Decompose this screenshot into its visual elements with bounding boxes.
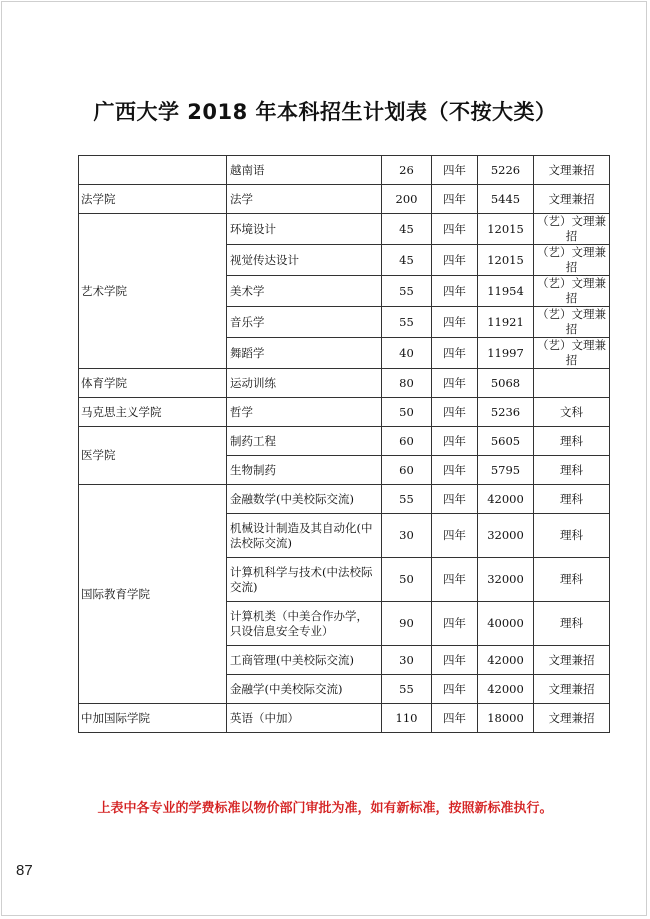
- subject-cell: 理科: [534, 602, 610, 646]
- college-cell: [79, 156, 227, 185]
- fee-cell: 11921: [478, 307, 534, 338]
- subject-cell: 理科: [534, 558, 610, 602]
- quota-cell: 60: [382, 456, 432, 485]
- subject-cell: （艺）文理兼招: [534, 214, 610, 245]
- table-row: [79, 369, 610, 398]
- table-row: [79, 156, 610, 185]
- major-cell: 美术学: [227, 276, 382, 307]
- duration-cell: 四年: [432, 185, 478, 214]
- major-cell: 法学: [227, 185, 382, 214]
- fee-standard-note: 上表中各专业的学费标准以物价部门审批为准，如有新标准，按照新标准执行。: [97, 801, 553, 816]
- fee-cell: 40000: [478, 602, 534, 646]
- college-cell: 马克思主义学院: [79, 398, 227, 427]
- table-row: [79, 185, 610, 214]
- fee-cell: 5236: [478, 398, 534, 427]
- quota-cell: 200: [382, 185, 432, 214]
- major-cell: 环境设计: [227, 214, 382, 245]
- fee-cell: 5445: [478, 185, 534, 214]
- major-cell: 越南语: [227, 156, 382, 185]
- subject-cell: 文理兼招: [534, 675, 610, 704]
- quota-cell: 55: [382, 485, 432, 514]
- duration-cell: 四年: [432, 456, 478, 485]
- major-cell: 计算机类（中美合作办学，只设信息安全专业）: [227, 602, 382, 646]
- major-cell: 机械设计制造及其自动化(中法校际交流): [227, 514, 382, 558]
- subject-cell: 理科: [534, 456, 610, 485]
- page-number: 87: [16, 862, 33, 879]
- fee-cell: 42000: [478, 675, 534, 704]
- quota-cell: 30: [382, 514, 432, 558]
- major-cell: 英语（中加）: [227, 704, 382, 733]
- table-row: [79, 704, 610, 733]
- major-cell: 计算机科学与技术(中法校际交流): [227, 558, 382, 602]
- duration-cell: 四年: [432, 398, 478, 427]
- fee-cell: 5795: [478, 456, 534, 485]
- subject-cell: （艺）文理兼招: [534, 276, 610, 307]
- major-cell: 工商管理(中美校际交流): [227, 646, 382, 675]
- table-row: [79, 214, 610, 245]
- duration-cell: 四年: [432, 514, 478, 558]
- quota-cell: 45: [382, 214, 432, 245]
- page-title: 广西大学 2018 年本科招生计划表（不按大类）: [93, 100, 557, 124]
- quota-cell: 26: [382, 156, 432, 185]
- duration-cell: 四年: [432, 307, 478, 338]
- college-cell: 艺术学院: [79, 214, 227, 369]
- table-row: [79, 427, 610, 456]
- subject-cell: 文理兼招: [534, 646, 610, 675]
- duration-cell: 四年: [432, 156, 478, 185]
- table-row: [79, 485, 610, 514]
- fee-cell: 42000: [478, 646, 534, 675]
- quota-cell: 50: [382, 398, 432, 427]
- major-cell: 音乐学: [227, 307, 382, 338]
- enrollment-plan-table: [78, 155, 610, 733]
- subject-cell: （艺）文理兼招: [534, 245, 610, 276]
- subject-cell: 理科: [534, 514, 610, 558]
- duration-cell: 四年: [432, 558, 478, 602]
- subject-cell: 文理兼招: [534, 156, 610, 185]
- major-cell: 运动训练: [227, 369, 382, 398]
- college-cell: 中加国际学院: [79, 704, 227, 733]
- fee-cell: 5605: [478, 427, 534, 456]
- subject-cell: 文理兼招: [534, 185, 610, 214]
- college-cell: 法学院: [79, 185, 227, 214]
- fee-cell: 11954: [478, 276, 534, 307]
- major-cell: 哲学: [227, 398, 382, 427]
- subject-cell: （艺）文理兼招: [534, 307, 610, 338]
- major-cell: 生物制药: [227, 456, 382, 485]
- major-cell: 金融数学(中美校际交流): [227, 485, 382, 514]
- fee-cell: 32000: [478, 514, 534, 558]
- college-cell: 医学院: [79, 427, 227, 485]
- college-cell: 国际教育学院: [79, 485, 227, 704]
- subject-cell: 文理兼招: [534, 704, 610, 733]
- subject-cell: [534, 369, 610, 398]
- subject-cell: （艺）文理兼招: [534, 338, 610, 369]
- major-cell: 制药工程: [227, 427, 382, 456]
- duration-cell: 四年: [432, 369, 478, 398]
- subject-cell: 理科: [534, 485, 610, 514]
- duration-cell: 四年: [432, 485, 478, 514]
- quota-cell: 110: [382, 704, 432, 733]
- duration-cell: 四年: [432, 704, 478, 733]
- quota-cell: 55: [382, 675, 432, 704]
- duration-cell: 四年: [432, 427, 478, 456]
- table-row: [79, 398, 610, 427]
- quota-cell: 45: [382, 245, 432, 276]
- fee-cell: 12015: [478, 245, 534, 276]
- quota-cell: 40: [382, 338, 432, 369]
- duration-cell: 四年: [432, 338, 478, 369]
- fee-cell: 42000: [478, 485, 534, 514]
- fee-cell: 18000: [478, 704, 534, 733]
- duration-cell: 四年: [432, 245, 478, 276]
- fee-cell: 5226: [478, 156, 534, 185]
- major-cell: 舞蹈学: [227, 338, 382, 369]
- duration-cell: 四年: [432, 276, 478, 307]
- subject-cell: 文科: [534, 398, 610, 427]
- subject-cell: 理科: [534, 427, 610, 456]
- fee-cell: 11997: [478, 338, 534, 369]
- quota-cell: 80: [382, 369, 432, 398]
- major-cell: 视觉传达设计: [227, 245, 382, 276]
- duration-cell: 四年: [432, 602, 478, 646]
- quota-cell: 30: [382, 646, 432, 675]
- major-cell: 金融学(中美校际交流): [227, 675, 382, 704]
- fee-cell: 5068: [478, 369, 534, 398]
- duration-cell: 四年: [432, 214, 478, 245]
- college-cell: 体育学院: [79, 369, 227, 398]
- quota-cell: 55: [382, 276, 432, 307]
- duration-cell: 四年: [432, 646, 478, 675]
- quota-cell: 90: [382, 602, 432, 646]
- duration-cell: 四年: [432, 675, 478, 704]
- fee-cell: 12015: [478, 214, 534, 245]
- quota-cell: 55: [382, 307, 432, 338]
- quota-cell: 50: [382, 558, 432, 602]
- quota-cell: 60: [382, 427, 432, 456]
- fee-cell: 32000: [478, 558, 534, 602]
